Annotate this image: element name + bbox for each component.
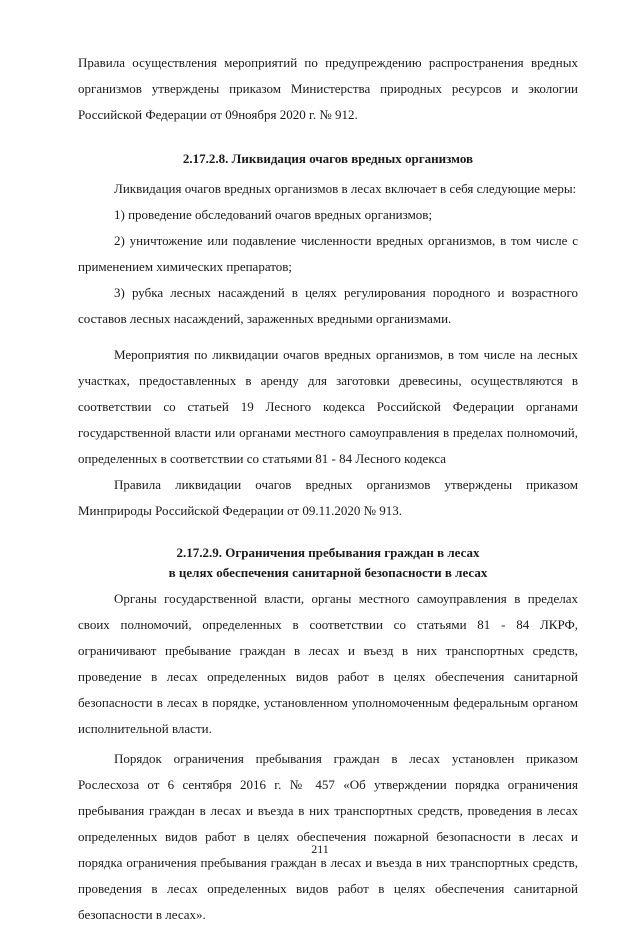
page-number: 211 [311,842,329,856]
paragraph-liquidation-intro: Ликвидация очагов вредных организмов в лесах включает в себя следующие меры: [114,181,577,196]
list-item-3: 3) рубка лесных насаждений в целях регулирования породного и возрастного составов лесных насаждений, зараженных вредными организмами. [78,285,578,326]
paragraph-rules-prevention: Правила осуществления мероприятий по предупреждению распространения вредных организмов утверждены приказом Министерства природных ресурсов и экологии Российской Федерации от 09ноября 2020 г. № 912. [78,55,578,122]
section-heading-2-17-2-8: 2.17.2.8. Ликвидация очагов вредных организмов [182,151,474,166]
paragraph-authorities-restrictions: Органы государственной власти, органы местного самоуправления в пределах своих полномочий, определенных в соответствии со статьями 81 - 84 ЛКРФ, ограничивают пребывание граждан в лесах и въезд в них транспортных средств, проведение в лесах определенных видов работ в целях обеспечения санитарной безопасности в лесах в порядке, установленном уполномоченным федеральным органом исполнительной власти. [78,591,578,736]
list-item-1: 1) проведение обследований очагов вредных организмов; [114,207,433,222]
paragraph-liquidation-rules: Правила ликвидации очагов вредных организмов утверждены приказом Минприроды Российской Федерации от 09.11.2020 № 913. [78,477,578,518]
paragraph-restriction-order: Порядок ограничения пребывания граждан в лесах установлен приказом Рослесхоза от 6 сентября 2016 г. № 457 «Об утверждении порядка ограничения пребывания граждан в лесах и въезда в них транспортных средств, проведения в лесах определенных видов работ в целях обеспечения пожарной безопасности в лесах и порядка ограничения пребывания граждан в лесах и въезда в них транспортных средств, проведения в лесах определенных видов работ в целях обеспечения санитарной безопасности в лесах». [78,751,578,922]
list-item-2: 2) уничтожение или подавление численности вредных организмов, в том числе с применением химических препаратов; [78,233,578,274]
section-heading-2-17-2-9-line2: в целях обеспечения санитарной безопасности в лесах [168,565,488,580]
document-page [78,50,578,928]
section-heading-2-17-2-9-line1: 2.17.2.9. Ограничения пребывания граждан в лесах [176,545,480,560]
paragraph-liquidation-measures: Мероприятия по ликвидации очагов вредных организмов, в том числе на лесных участках, предоставленных в аренду для заготовки древесины, осуществляются в соответствии со статьей 19 Лесного кодекса Российской Федерации органами государственной власти или органами местного самоуправления в пределах полномочий, определенных в соответствии со статьями 81 - 84 Лесного кодекса [78,347,578,466]
